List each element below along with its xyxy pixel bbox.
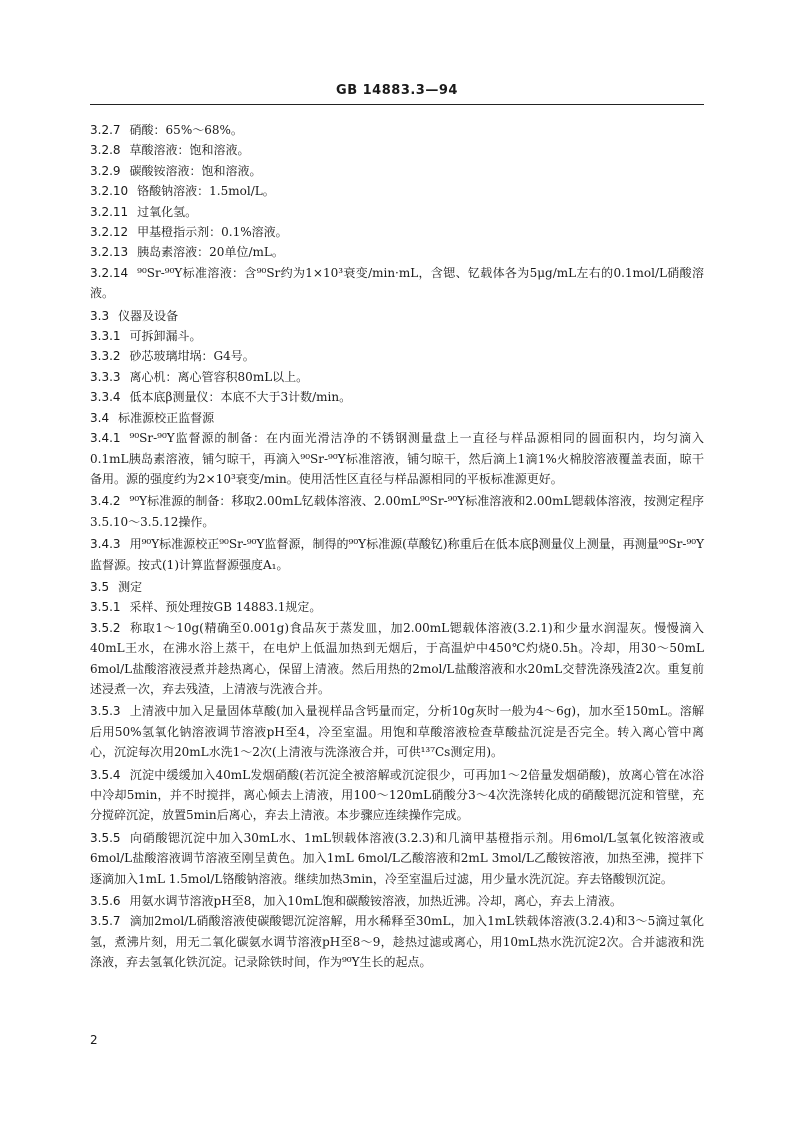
- clause-number: 3.2.10: [90, 184, 129, 199]
- clause-number: 3.5.4: [90, 767, 121, 782]
- clause-text: 称取1～10g(精确至0.001g)食品灰于蒸发皿，加2.00mL锶载体溶液(3.2.1)和少量水润湿灰。慢慢滴入40mL王水，在沸水浴上蒸干，在电炉上低温加热到无烟后，于高温炉中450℃灼烧0.5h。冷却，用30～50mL 6mol/L盐酸溶液浸煮并趁热离心，保留上清液。然后用热的2mol/L盐酸溶液和水20mL交替洗涤残渣2次。重复前述浸煮一次，弃去残渣，上清液与洗液合并。: [90, 620, 704, 696]
- clause-number: 3.3.2: [90, 349, 121, 364]
- clause-3-5-2: [90, 618, 704, 700]
- clause-number: 3.4: [90, 410, 110, 425]
- clause-text: 上清液中加入足量固体草酸(加入量视样品含钙量而定，分析10g灰时一般为4～6g)，加水至150mL。溶解后用50%氢氧化钠溶液调节溶液pH至4，冷至室温。用饱和草酸溶液检查草酸盐沉淀是否完全。转入离心管中离心，沉淀每次用20mL水洗1～2次(上清液与洗涤液合并，可供¹³⁷Cs测定用)。: [90, 704, 704, 760]
- clause-3-3-3: [90, 367, 704, 387]
- clause-text: 过氧化氢。: [137, 204, 198, 219]
- header-divider: [90, 104, 704, 105]
- clause-text: 仪器及设备: [118, 308, 179, 323]
- clause-number: 3.5.1: [90, 600, 121, 615]
- clause-3-4-1: [90, 428, 704, 489]
- clause-3-2-9: [90, 161, 704, 181]
- clause-3-2-13: [90, 242, 704, 262]
- clause-3-2-11: [90, 202, 704, 222]
- clause-number: 3.3.3: [90, 369, 121, 384]
- clause-text: 向硝酸锶沉淀中加入30mL水、1mL钡载体溶液(3.2.3)和几滴甲基橙指示剂。用6mol/L氢氧化铵溶液或6mol/L盐酸溶液调节溶液至刚呈黄色。加入1mL 6mol/L乙酸溶液和2mL 3mol/L乙酸铵溶液，加热至沸，搅拌下逐滴加入1mL 1.5mol/L铬酸钠溶液。继续加热3min，冷至室温后过滤，用少量水洗沉淀。弃去铬酸钡沉淀。: [90, 830, 704, 886]
- clause-text: 标准源校正监督源: [118, 410, 215, 425]
- clause-3-2-14: [90, 263, 704, 304]
- clause-text: 硝酸：65%～68%。: [129, 123, 243, 137]
- clause-number: 3.3.1: [90, 329, 121, 344]
- page-header: GB 14883.3—94: [336, 83, 458, 98]
- clause-3-5-1: [90, 597, 704, 617]
- clause-3-5-5: [90, 828, 704, 889]
- clause-number: 3.5.3: [90, 704, 121, 719]
- clause-3-3: [90, 306, 704, 326]
- clause-number: 3.4.1: [90, 431, 121, 446]
- clause-text: 碳酸铵溶液：饱和溶液。: [129, 163, 262, 178]
- clause-number: 3.4.3: [90, 537, 121, 552]
- clause-3-3-2: [90, 346, 704, 366]
- clause-number: 3.2.13: [90, 245, 129, 260]
- clause-3-3-4: [90, 387, 704, 407]
- page-number: 2: [90, 1033, 98, 1047]
- document-body: [90, 120, 704, 975]
- clause-number: 3.2.14: [90, 265, 129, 280]
- clause-number: 3.2.7: [90, 123, 121, 137]
- clause-3-5-3: [90, 701, 704, 762]
- clause-text: ⁹⁰Y标准源的制备：移取2.00mL钇载体溶液、2.00mL⁹⁰Sr-⁹⁰Y标准溶液和2.00mL锶载体溶液，按测定程序3.5.10～3.5.12操作。: [90, 494, 704, 529]
- clause-3-3-1: [90, 326, 704, 346]
- clause-number: 3.4.2: [90, 494, 121, 509]
- clause-3-2-8: [90, 140, 704, 160]
- clause-number: 3.5.2: [90, 620, 121, 635]
- clause-number: 3.5: [90, 579, 110, 594]
- clause-number: 3.2.11: [90, 204, 129, 219]
- clause-number: 3.2.9: [90, 163, 121, 178]
- clause-number: 3.5.6: [90, 894, 121, 909]
- clause-3-5: [90, 577, 704, 597]
- clause-number: 3.5.7: [90, 914, 121, 929]
- clause-text: ⁹⁰Sr-⁹⁰Y标准溶液：含⁹⁰Sr约为1×10³衰变/min·mL，含锶、钇载体各为5μg/mL左右的0.1mol/L硝酸溶液。: [90, 265, 704, 301]
- clause-text: 胰岛素溶液：20单位/mL。: [137, 245, 284, 260]
- clause-3-2-12: [90, 222, 704, 242]
- clause-3-5-4: [90, 765, 704, 826]
- clause-text: 滴加2mol/L硝酸溶液使碳酸锶沉淀溶解，用水稀释至30mL，加入1mL铁载体溶液(3.2.4)和3～5滴过氧化氢，煮沸片刻，用无二氧化碳氨水调节溶液pH至8～9，趁热过滤或离心，用10mL热水洗沉淀2次。合并滤液和洗涤液，弃去氢氧化铁沉淀。记录除铁时间，作为⁹⁰Y生长的起点。: [90, 914, 704, 970]
- clause-number: 3.3.4: [90, 390, 121, 405]
- clause-text: 可拆卸漏斗。: [129, 329, 202, 344]
- clause-3-4-3: [90, 534, 704, 575]
- clause-number: 3.2.12: [90, 225, 129, 240]
- clause-text: 测定: [118, 579, 143, 594]
- clause-number: 3.2.8: [90, 143, 121, 158]
- clause-text: 铬酸钠溶液：1.5mol/L。: [137, 184, 275, 199]
- clause-number: 3.5.5: [90, 830, 121, 845]
- clause-text: 草酸溶液：饱和溶液。: [129, 143, 250, 158]
- clause-text: 沉淀中缓缓加入40mL发烟硝酸(若沉淀全被溶解或沉淀很少，可再加1～2倍量发烟硝酸)，放离心管在冰浴中冷却5min，并不时搅拌，离心倾去上清液，用100～120mL硝酸分3～4次洗涤转化成的硝酸锶沉淀和管壁，充分搅碎沉淀，放置5min后离心，弃去上清液。本步骤应连续操作完成。: [90, 767, 704, 823]
- clause-text: ⁹⁰Sr-⁹⁰Y监督源的制备：在内面光滑洁净的不锈钢测量盘上一直径与样品源相同的圆面积内，均匀滴入0.1mL胰岛素溶液，铺匀晾干，再滴入⁹⁰Sr-⁹⁰Y标准溶液，铺匀晾干，然后滴上1滴1%火棉胶溶液覆盖表面，晾干备用。源的强度约为2×10³衰变/min。使用活性区直径与样品源相同的平板标准源更好。: [90, 431, 704, 486]
- clause-text: 砂芯玻璃坩埚：G4号。: [129, 349, 255, 364]
- clause-number: 3.3: [90, 308, 110, 323]
- clause-3-2-10: [90, 181, 704, 201]
- clause-3-2-7: [90, 120, 704, 140]
- clause-text: 采样、预处理按GB 14883.1规定。: [129, 600, 322, 615]
- clause-text: 用氨水调节溶液pH至8，加入10mL饱和碳酸铵溶液，加热近沸。冷却，离心，弃去上清液。: [129, 894, 622, 909]
- clause-text: 甲基橙指示剂：0.1%溶液。: [137, 225, 288, 240]
- clause-text: 低本底β测量仪：本底不大于3计数/min。: [129, 390, 352, 405]
- clause-3-4: [90, 408, 704, 428]
- clause-3-5-7: [90, 911, 704, 972]
- clause-3-4-2: [90, 491, 704, 532]
- clause-text: 用⁹⁰Y标准源校正⁹⁰Sr-⁹⁰Y监督源，制得的⁹⁰Y标准源(草酸钇)称重后在低本底β测量仪上测量，再测量⁹⁰Sr-⁹⁰Y监督源。按式(1)计算监督源强度A₁。: [90, 537, 704, 572]
- clause-text: 离心机：离心管容积80mL以上。: [129, 369, 309, 384]
- clause-3-5-6: [90, 891, 704, 911]
